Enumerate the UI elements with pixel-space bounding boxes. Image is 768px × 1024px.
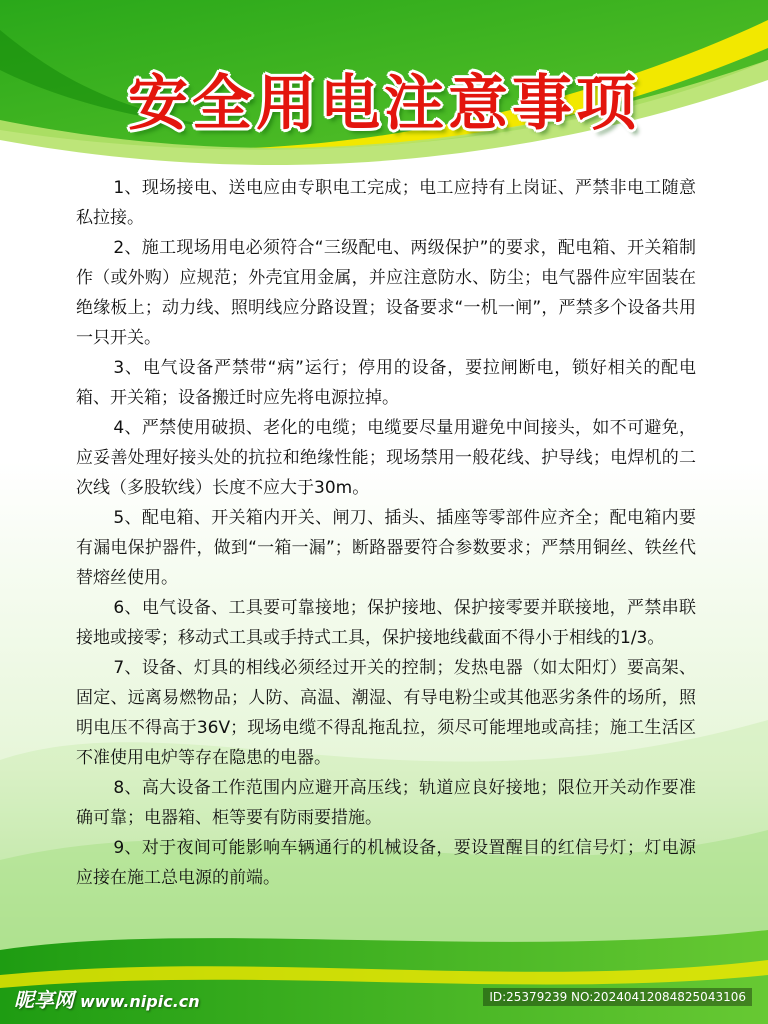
rule-item: 9、对于夜间可能影响车辆通行的机械设备，要设置醒目的红信号灯；灯电源应接在施工总电源的前端。: [76, 838, 696, 888]
watermark-brand: [14, 984, 200, 1013]
rule-item: 4、严禁使用破损、老化的电缆；电缆要尽量用避免中间接头，如不可避免，应妥善处理好接头处的抗拉和绝缘性能；现场禁用一般花线、护导线；电焊机的二次线（多股软线）长度不应大于30m。: [76, 418, 696, 498]
rules-list: [76, 173, 696, 893]
rule-item: 6、电气设备、工具要可靠接地；保护接地、保护接零要并联接地，严禁串联接地或接零；移动式工具或手持式工具，保护接地线截面不得小于相线的1/3。: [76, 598, 696, 648]
poster-title: 安全用电注意事项: [128, 69, 640, 139]
rule-item: 3、电气设备严禁带“病”运行；停用的设备，要拉闸断电，锁好相关的配电箱、开关箱；设备搬迁时应先将电源拉掉。: [76, 358, 696, 408]
rule-item: 2、施工现场用电必须符合“三级配电、两级保护”的要求，配电箱、开关箱制作（或外购）应规范；外壳宜用金属，并应注意防水、防尘；电气器件应牢固装在绝缘板上；动力线、照明线应分路设置；设备要求“一机一闸”，严禁多个设备共用一只开关。: [76, 238, 696, 348]
rule-item: 8、高大设备工作范围内应避开高压线；轨道应良好接地；限位开关动作要准确可靠；电器箱、柜等要有防雨要措施。: [76, 778, 696, 828]
watermark-id: ID:25379239 NO:20240412084825043106: [483, 988, 752, 1006]
watermark-brand-name: 昵享网: [14, 988, 74, 1012]
rule-item: 5、配电箱、开关箱内开关、闸刀、插头、插座等零部件应齐全；配电箱内要有漏电保护器件，做到“一箱一漏”；断路器要符合参数要求；严禁用铜丝、铁丝代替熔丝使用。: [76, 508, 696, 588]
watermark-url: www.nipic.cn: [80, 992, 200, 1011]
rule-item: 1、现场接电、送电应由专职电工完成；电工应持有上岗证、严禁非电工随意私拉接。: [76, 178, 696, 228]
rule-item: 7、设备、灯具的相线必须经过开关的控制；发热电器（如太阳灯）要高架、固定、远离易燃物品；人防、高温、潮湿、有导电粉尘或其他恶劣条件的场所，照明电压不得高于36V；现场电缆不得乱拖乱拉，须尽可能埋地或高挂；施工生活区不准使用电炉等存在隐患的电器。: [76, 658, 696, 768]
